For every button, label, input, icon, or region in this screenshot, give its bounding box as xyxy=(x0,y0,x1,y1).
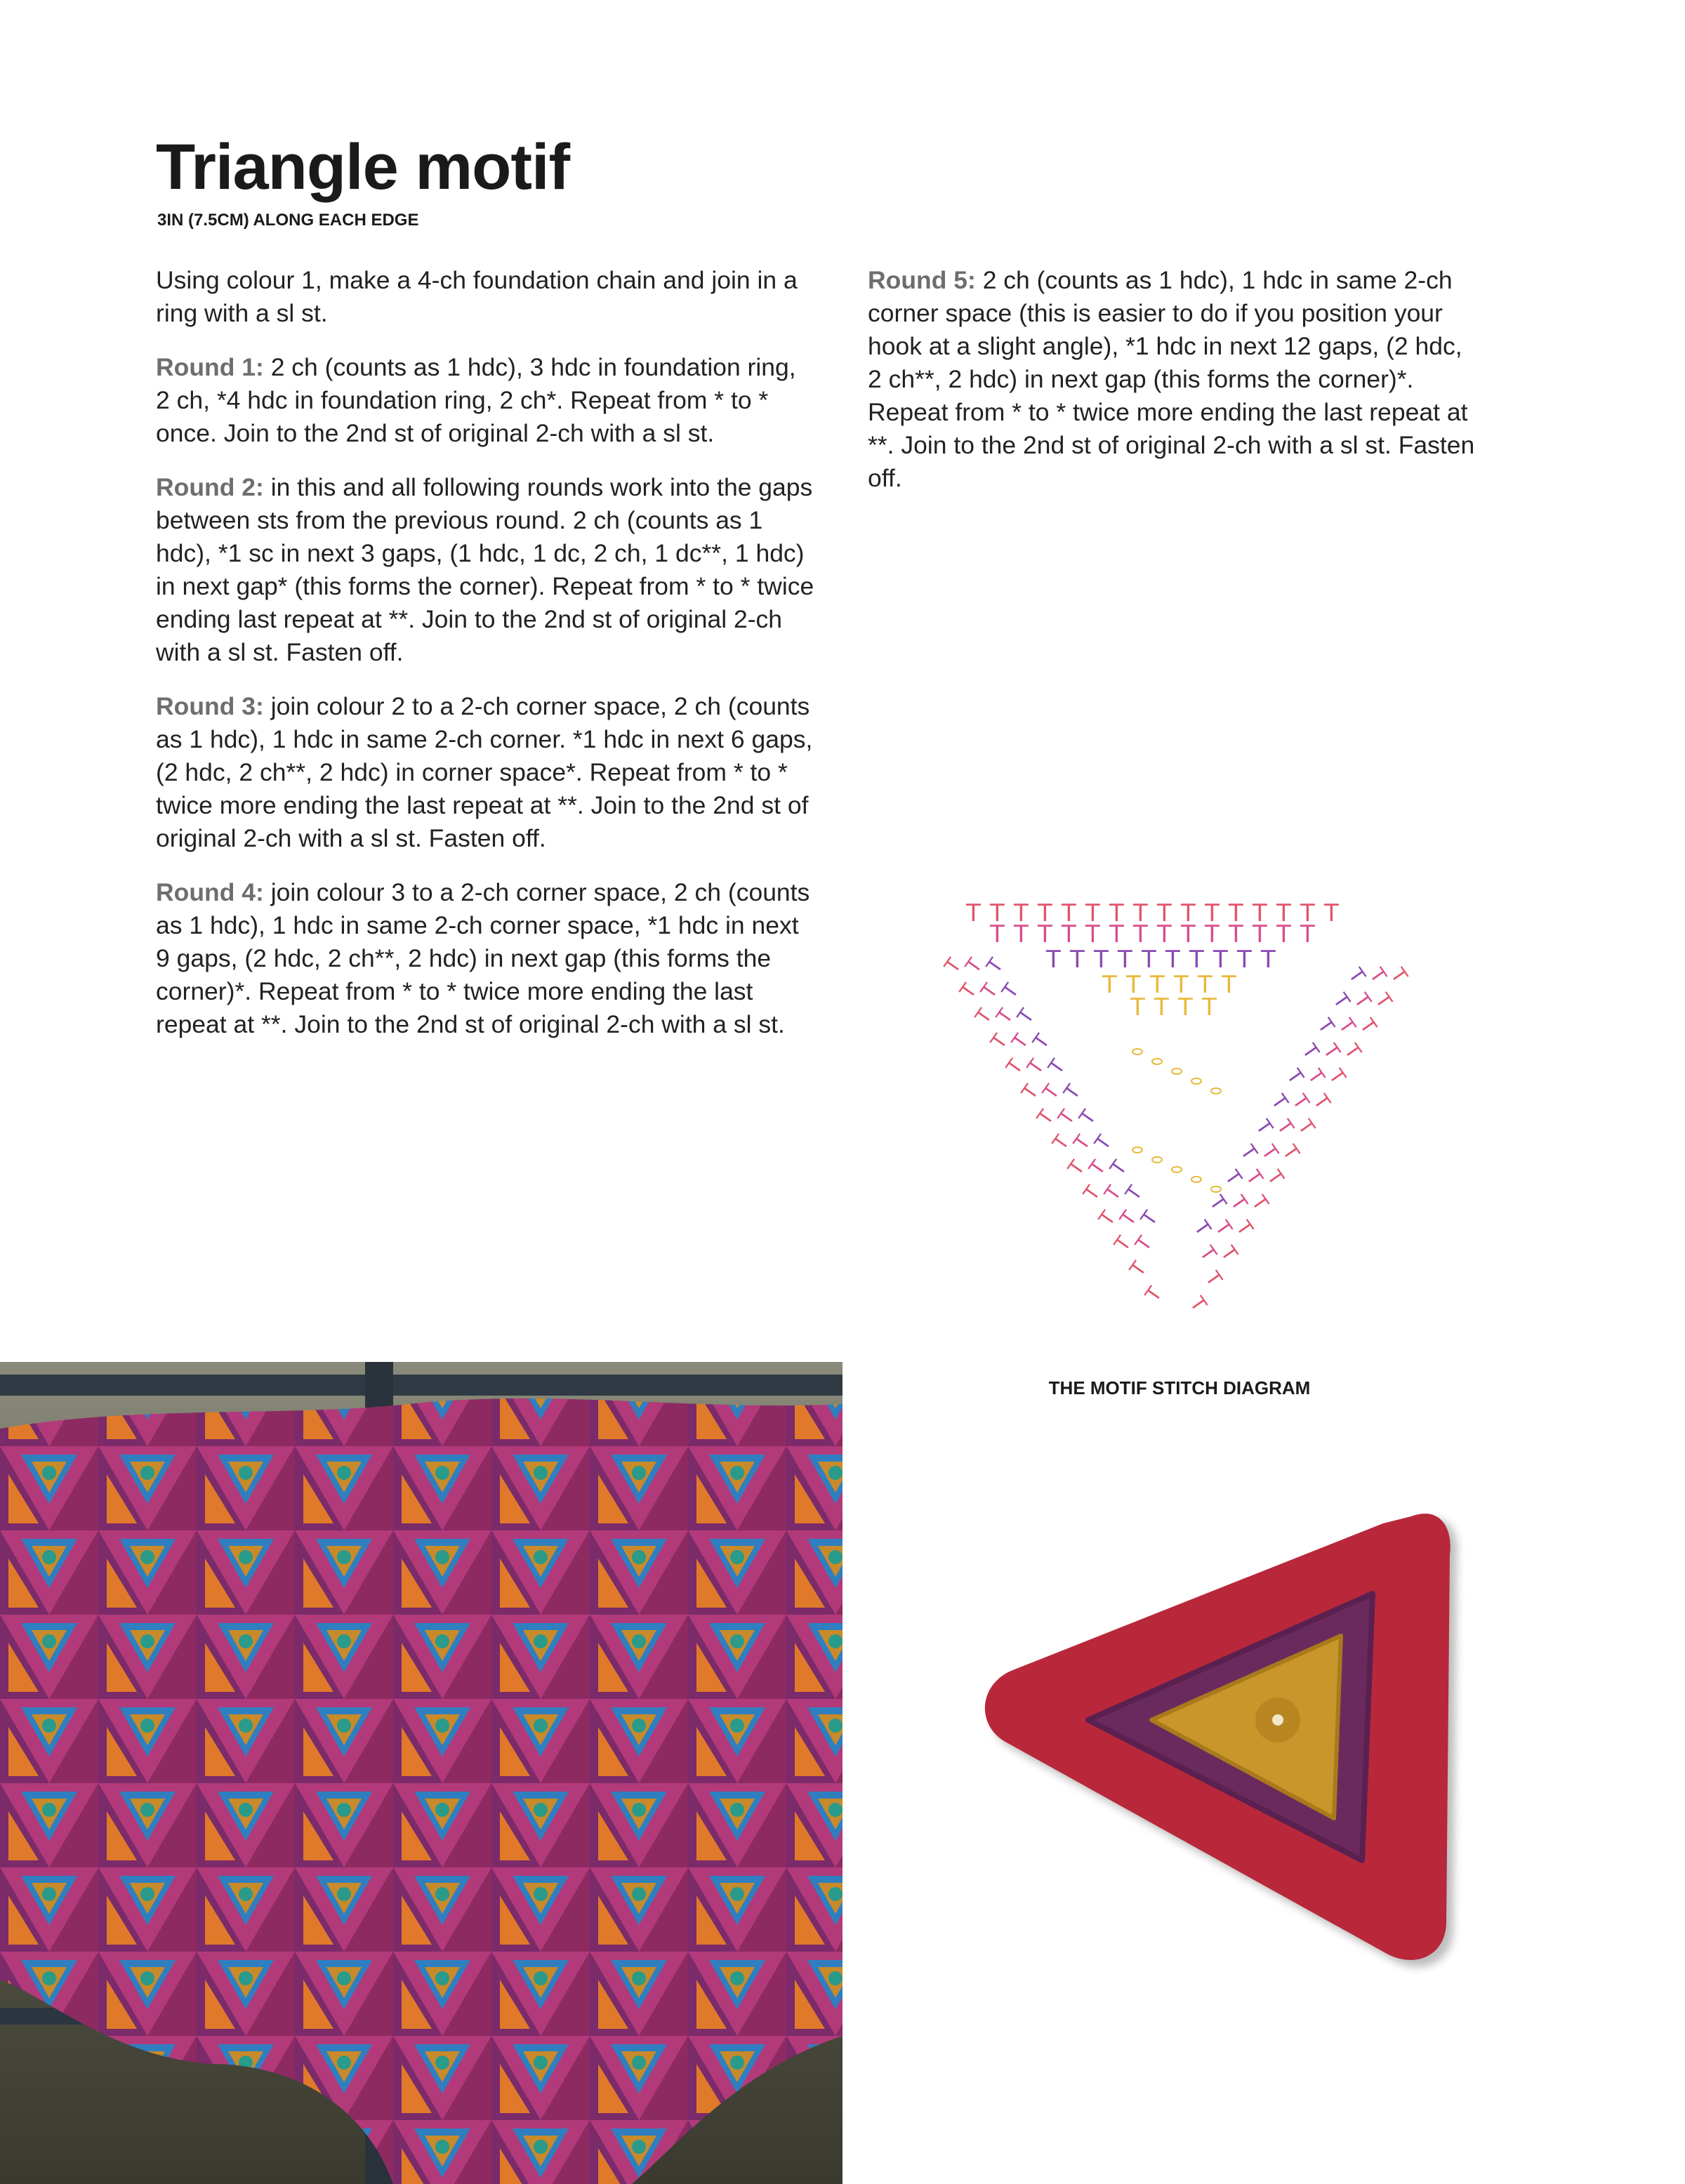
round-5-label: Round 5: xyxy=(868,266,976,294)
stitch-symbol: T xyxy=(1386,964,1413,988)
stitch-symbol: T xyxy=(1365,964,1392,988)
stitch-symbol: T xyxy=(1043,1055,1070,1079)
stitch-symbol: T xyxy=(1355,1014,1382,1038)
stitch-symbol: T xyxy=(1231,1217,1258,1240)
stitch-symbol: T xyxy=(1059,1080,1085,1104)
stitch-symbol: T xyxy=(1370,989,1397,1013)
round-5-text: 2 ch (counts as 1 hdc), 1 hdc in same 2-ch corner space (this is easier to do if you position your hook at a slight angle), *1 hdc in next 12 gaps, (2 hdc, 2 ch**, 2 hdc) in next gap (this forms the corner)*. Repeat from * to * twice more ending the last repeat at **. Join to the 2nd st of original 2-ch with a sl st. Fasten off. xyxy=(868,266,1475,492)
stitch-symbol: T xyxy=(1125,1257,1151,1281)
stitch-symbol: T xyxy=(1288,1090,1314,1114)
stitch-symbol: T xyxy=(1324,899,1339,927)
stitch-symbol: T xyxy=(1253,899,1267,927)
stitch-symbol: T xyxy=(1142,946,1156,974)
stitch-symbol: T xyxy=(982,954,1008,978)
stitch-symbol: T xyxy=(1328,989,1355,1013)
stitch-symbol: T xyxy=(1261,946,1276,974)
stitch-symbol: T xyxy=(1014,920,1029,948)
stitch-symbol: T xyxy=(1133,899,1148,927)
round-1-paragraph xyxy=(156,351,816,450)
stitch-symbol: T xyxy=(1130,993,1145,1021)
chain-symbol xyxy=(1152,1059,1162,1064)
stitch-symbol: T xyxy=(1202,993,1217,1021)
intro-paragraph: Using colour 1, make a 4-ch foundation chain and join in a ring with a sl st. xyxy=(156,266,798,327)
round-4-text: join colour 3 to a 2-ch corner space, 2 ch (counts as 1 hdc), 1 hdc in same 2-ch corner space, *1 hdc in next 9 gaps, (2 hdc, 2 ch**, 2 hdc) in next gap (this forms the corner)*. Repeat from * to * twice more ending the last repeat at **. Join to the 2nd st of original 2-ch with a sl st. xyxy=(156,878,810,1038)
stitch-symbol: T xyxy=(1090,1131,1116,1155)
stitch-symbol: T xyxy=(970,1005,997,1028)
stitch-symbol: T xyxy=(1276,920,1291,948)
stitch-symbol: T xyxy=(1126,971,1141,999)
stitch-symbol: T xyxy=(1048,1131,1074,1155)
stitch-symbol: T xyxy=(1074,1106,1101,1130)
stitch-symbol: T xyxy=(1205,920,1220,948)
stitch-symbol: T xyxy=(1121,1182,1147,1205)
stitch-symbol: T xyxy=(1229,899,1243,927)
round-5-paragraph xyxy=(868,264,1479,495)
stitch-symbol: T xyxy=(1012,1005,1039,1028)
diagram-caption: THE MOTIF STITCH DIAGRAM xyxy=(1048,1377,1311,1398)
stitch-symbol: T xyxy=(960,954,987,978)
stitch-symbol: T xyxy=(1198,971,1212,999)
stitch-symbol: T xyxy=(1319,1040,1345,1064)
stitch-symbol: T xyxy=(1157,899,1172,927)
stitch-symbol: T xyxy=(1300,899,1315,927)
stitch-symbol: T xyxy=(1069,1131,1095,1155)
stitch-symbol: T xyxy=(990,899,1005,927)
stitch-symbol: T xyxy=(986,1030,1012,1054)
stitch-symbol: T xyxy=(1007,1030,1033,1054)
stitch-symbol: T xyxy=(1094,1207,1121,1231)
stitch-symbol: T xyxy=(1303,1065,1330,1089)
stitch-symbol: T xyxy=(1130,1232,1157,1256)
chain-symbol xyxy=(1191,1078,1201,1084)
stitch-symbol: T xyxy=(1109,920,1124,948)
stitch-symbol: T xyxy=(1001,1055,1028,1079)
round-4-label: Round 4: xyxy=(156,878,264,906)
stitch-diagram-symbols xyxy=(939,899,1412,1316)
stitch-diagram xyxy=(927,897,1432,1346)
stitch-symbol: T xyxy=(1115,1207,1142,1231)
stitch-symbol: T xyxy=(1178,993,1193,1021)
chain-symbol xyxy=(1211,1088,1221,1094)
stitch-symbol: T xyxy=(1133,920,1148,948)
stitch-symbol: T xyxy=(955,979,982,1003)
stitch-symbol: T xyxy=(1297,1040,1324,1064)
round-2-label: Round 2: xyxy=(156,473,264,501)
round-3-text: join colour 2 to a 2-ch corner space, 2 ch (counts as 1 hdc), 1 hdc in same 2-ch corner. *1 hdc in next 6 gaps, (2 hdc, 2 ch**, 2 hdc) in corner space*. Repeat from * to * twice more ending the last repeat at **. Join to the 2nd st of original 2-ch with a sl st. Fasten off. xyxy=(156,692,813,852)
stitch-symbol: T xyxy=(1205,1191,1231,1215)
stitch-symbol: T xyxy=(1189,1217,1216,1240)
stitch-symbol: T xyxy=(1099,1182,1126,1205)
stitch-symbol: T xyxy=(1334,1014,1361,1038)
round-3-label: Round 3: xyxy=(156,692,264,720)
chain-symbol xyxy=(1211,1186,1221,1192)
stitch-symbol: T xyxy=(1210,1217,1237,1240)
stitch-symbol: T xyxy=(1257,1141,1283,1165)
stitch-symbol: T xyxy=(1181,899,1196,927)
round-1-label: Round 1: xyxy=(156,353,264,381)
round-2-text: in this and all following rounds work into the gaps between sts from the previous round. 2 ch (counts as 1 hdc), *1 sc in next 3 gaps, (1 hdc, 1 dc, 2 ch, 1 dc**, 1 hdc) in next gap* (this forms the corner). Repeat from * to * twice ending last repeat at **. Join to the 2nd st of original 2-ch with a sl st. Fasten off. xyxy=(156,473,814,666)
stitch-symbol: T xyxy=(1185,1292,1212,1316)
stitch-symbol: T xyxy=(1038,1080,1064,1104)
instructions-right-column xyxy=(868,264,1479,516)
stitch-symbol: T xyxy=(1253,920,1267,948)
stitch-symbol: T xyxy=(1229,920,1243,948)
stitch-symbol: T xyxy=(1189,946,1204,974)
stitch-symbol: T xyxy=(1062,920,1076,948)
stitch-symbol: T xyxy=(1063,1156,1090,1180)
stitch-symbol: T xyxy=(1300,920,1315,948)
stitch-symbol: T xyxy=(1236,1141,1262,1165)
stitch-symbol: T xyxy=(1046,946,1061,974)
stitch-symbol: T xyxy=(1085,920,1100,948)
stitch-symbol: T xyxy=(1226,1191,1253,1215)
stitch-symbol: T xyxy=(991,1005,1018,1028)
stitch-symbol: T xyxy=(1070,946,1085,974)
stitch-symbol: T xyxy=(1293,1116,1320,1139)
stitch-symbol: T xyxy=(1313,1014,1340,1038)
chain-symbol xyxy=(1152,1157,1162,1163)
stitch-symbol: T xyxy=(976,979,1003,1003)
stitch-symbol: T xyxy=(1109,899,1124,927)
stitch-symbol: T xyxy=(1181,920,1196,948)
round-4-paragraph xyxy=(156,876,816,1041)
stitch-symbol: T xyxy=(1174,971,1189,999)
motif-photo xyxy=(962,1509,1495,1987)
stitch-symbol: T xyxy=(1032,1106,1059,1130)
stitch-symbol: T xyxy=(1102,971,1117,999)
stitch-symbol: T xyxy=(1038,920,1052,948)
stitch-symbol: T xyxy=(1276,899,1291,927)
page-subtitle: 3IN (7.5CM) ALONG EACH EDGE xyxy=(157,211,419,230)
page-title: Triangle motif xyxy=(156,131,570,203)
stitch-symbol: T xyxy=(1038,899,1052,927)
stitch-symbol: T xyxy=(1154,993,1169,1021)
stitch-symbol: T xyxy=(1084,1156,1111,1180)
stitch-symbol: T xyxy=(1085,899,1100,927)
stitch-symbol: T xyxy=(1195,1242,1222,1266)
stitch-symbol: T xyxy=(1062,899,1076,927)
stitch-symbol: T xyxy=(1022,1055,1049,1079)
round-1-text: 2 ch (counts as 1 hdc), 3 hdc in foundation ring, 2 ch, *4 hdc in foundation ring, 2 ch*. Repeat from * to * once. Join to the 2nd st of original 2-ch with a sl st. xyxy=(156,353,796,447)
stitch-symbol: T xyxy=(1165,946,1180,974)
stitch-symbol: T xyxy=(1237,946,1252,974)
stitch-symbol: T xyxy=(1136,1207,1163,1231)
stitch-symbol: T xyxy=(1340,1040,1366,1064)
stitch-symbol: T xyxy=(1118,946,1132,974)
stitch-symbol: T xyxy=(1324,1065,1351,1089)
stitch-symbol: T xyxy=(1241,1166,1268,1190)
stitch-symbol: T xyxy=(1267,1090,1293,1114)
round-2-paragraph xyxy=(156,471,816,669)
stitch-symbol: T xyxy=(1109,1232,1136,1256)
stitch-symbol: T xyxy=(1201,1267,1227,1291)
stitch-symbol: T xyxy=(1094,946,1109,974)
stitch-symbol: T xyxy=(1053,1106,1080,1130)
stitch-symbol: T xyxy=(1157,920,1172,948)
stitch-symbol: T xyxy=(966,899,981,927)
stitch-symbol: T xyxy=(1078,1182,1105,1205)
stitch-symbol: T xyxy=(1247,1191,1274,1215)
chain-symbol xyxy=(1132,1049,1142,1054)
chain-symbol xyxy=(1191,1177,1201,1182)
stitch-symbol: T xyxy=(1349,989,1376,1013)
stitch-symbol: T xyxy=(1272,1116,1299,1139)
stitch-symbol: T xyxy=(1251,1116,1278,1139)
instructions-left-column xyxy=(156,264,816,1062)
stitch-symbol: T xyxy=(1213,946,1228,974)
stitch-symbol: T xyxy=(990,920,1005,948)
chain-symbol xyxy=(1132,1147,1142,1153)
stitch-symbol: T xyxy=(1216,1242,1243,1266)
stitch-symbol: T xyxy=(1282,1065,1309,1089)
stitch-symbol: T xyxy=(1140,1283,1167,1306)
stitch-symbol: T xyxy=(1278,1141,1304,1165)
stitch-symbol: T xyxy=(997,979,1024,1003)
chain-symbol xyxy=(1172,1167,1182,1172)
stitch-symbol: T xyxy=(1309,1090,1335,1114)
stitch-symbol: T xyxy=(1028,1030,1055,1054)
stitch-symbol: T xyxy=(1014,899,1029,927)
stitch-symbol: T xyxy=(1220,1166,1247,1190)
stitch-symbol: T xyxy=(1205,899,1220,927)
stitch-symbol: T xyxy=(1150,971,1165,999)
stitch-symbol: T xyxy=(1017,1080,1043,1104)
stitch-symbol: T xyxy=(1222,971,1236,999)
stitch-symbol: T xyxy=(1262,1166,1289,1190)
blanket-photo xyxy=(0,1362,842,2184)
stitch-symbol: T xyxy=(1105,1156,1132,1180)
round-3-paragraph xyxy=(156,690,816,855)
stitch-symbol: T xyxy=(1344,964,1370,988)
chain-symbol xyxy=(1172,1068,1182,1074)
stitch-symbol: T xyxy=(939,954,966,978)
